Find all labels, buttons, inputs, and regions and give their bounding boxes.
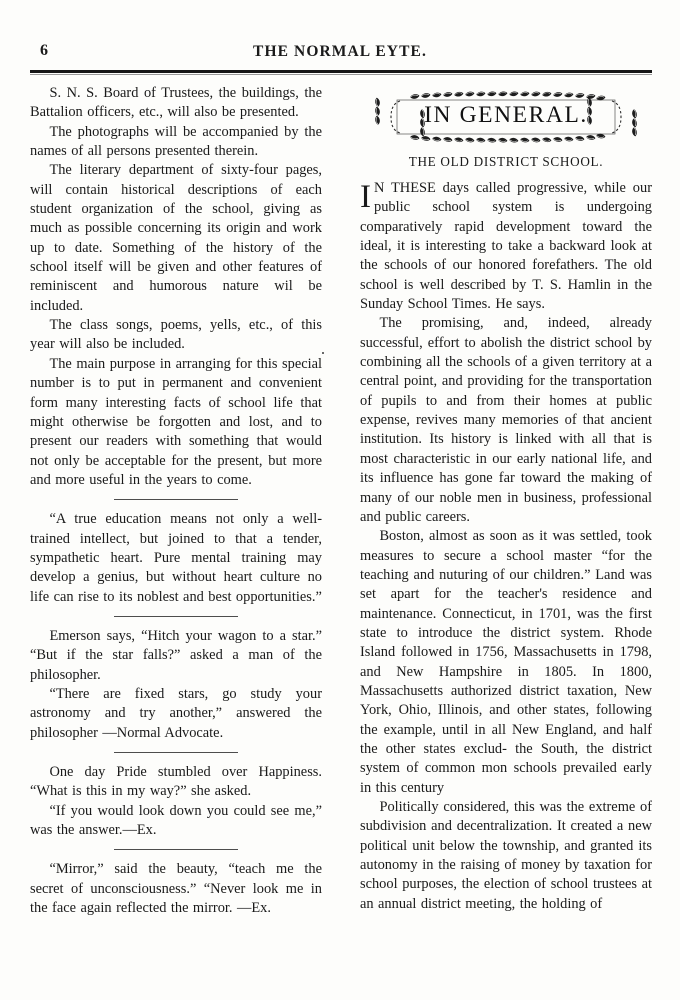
header-rule <box>30 70 652 73</box>
publication-title: THE NORMAL EYTE. <box>253 43 427 60</box>
drop-cap: I <box>360 179 371 215</box>
section-title: IN GENERAL. <box>424 102 588 128</box>
section-masthead <box>370 87 642 147</box>
paragraph: S. N. S. Board of Trustees, the buildings, the Battalion officers, etc., will also be presented. <box>30 85 322 121</box>
paragraph: “There are fixed stars, go study your astronomy and try another,” answered the philosopher —Normal Advocate. <box>30 685 322 741</box>
paragraph: The promising, and, indeed, already successful, effort to abolish the district school by combining all the schools of a given territory at a central point, and providing for the transportation of pupils to and from their homes at public expense, revives many memories of that ancient institution. Its history is linked with all that is most characteristic in our early national life, and its influence has gone far toward the making of many of our noble men in business, professional and public careers. <box>360 315 652 525</box>
right-column <box>360 84 652 984</box>
paragraph: Boston, almost as soon as it was settled, took measures to secure a school master “for the teaching and nuturing of our children.” Land was set apart for the teacher's residence and maintenance. Connecticut, in 1701, was the first state to introduce the district system. Rhode Island followed in 1756, Massachusetts in 1798, and New Hampshire in 1805. In 1800, Massachusetts authorized district taxation, New York, Ohio, Illinois, and other states, following the example, until in all New England, and half the other states exclud- the South, the district system of common mon schools prevailed early in this century <box>360 528 652 796</box>
opening-paragraph <box>360 179 652 314</box>
section-divider <box>114 849 238 850</box>
paragraph: One day Pride stumbled over Happiness. “What is this in my way?” she asked. <box>30 764 322 800</box>
paragraph: The main purpose in arranging for this special number is to put in permanent and convenient form many interesting facts of school life that might otherwise be forgotten and lost, and to present our readers with something that would not only be acceptable for the present, but more and more useful in the years to come. <box>30 355 322 488</box>
paragraph: “Mirror,” said the beauty, “teach me the secret of unconsciousness.” “Never look me in the face again reflected the mirror. —Ex. <box>30 861 322 917</box>
paragraph: Emerson says, “Hitch your wagon to a star.” “But if the star falls?” asked a man of the philosopher. <box>30 627 322 683</box>
paragraph: “A true education means not only a well-trained intellect, but joined to that a tender, sympathetic heart. Pure mental training may develop a genius, but without heart culture no life can rise to its noblest and best opportunities.” <box>30 511 322 605</box>
column-container <box>30 84 652 984</box>
paragraph: “If you would look down you could see me,” was the answer.—Ex. <box>30 802 322 839</box>
article-subtitle: THE OLD DISTRICT SCHOOL. <box>408 154 604 169</box>
page-number: 6 <box>40 42 49 59</box>
paragraph: The photographs will be accompanied by the names of all persons presented therein. <box>30 123 322 160</box>
paragraph: The class songs, poems, yells, etc., of this year will also be included. <box>30 317 322 353</box>
section-divider <box>114 616 238 617</box>
ink-speck <box>322 352 324 354</box>
opening-text: N THESE days called progressive, while our public school system is undergoing comparatively rapid development toward the ideal, it is interesting to take a backward look at the schools of our honored forefathers. The old school is well described by T. S. Hamlin in the Sunday School Times. He says. <box>360 180 652 313</box>
section-divider <box>114 752 238 753</box>
paragraph: Politically considered, this was the extreme of subdivision and decentralization. It created a new political unit below the township, and granted its autonomy in the raising of money by taxation for school purposes, the election of school trustees at an annual district meeting, the holding of <box>360 799 652 912</box>
section-divider <box>114 499 238 500</box>
left-column <box>30 84 322 984</box>
paragraph: The literary department of sixty-four pages, will contain historical descriptions of each student organization of the school, giving as much as possible concerning its origin and work up to date. Something of the history of the school itself will be given and other features of reminiscent and humorous nature wil be included. <box>30 162 322 314</box>
running-head <box>30 42 650 66</box>
